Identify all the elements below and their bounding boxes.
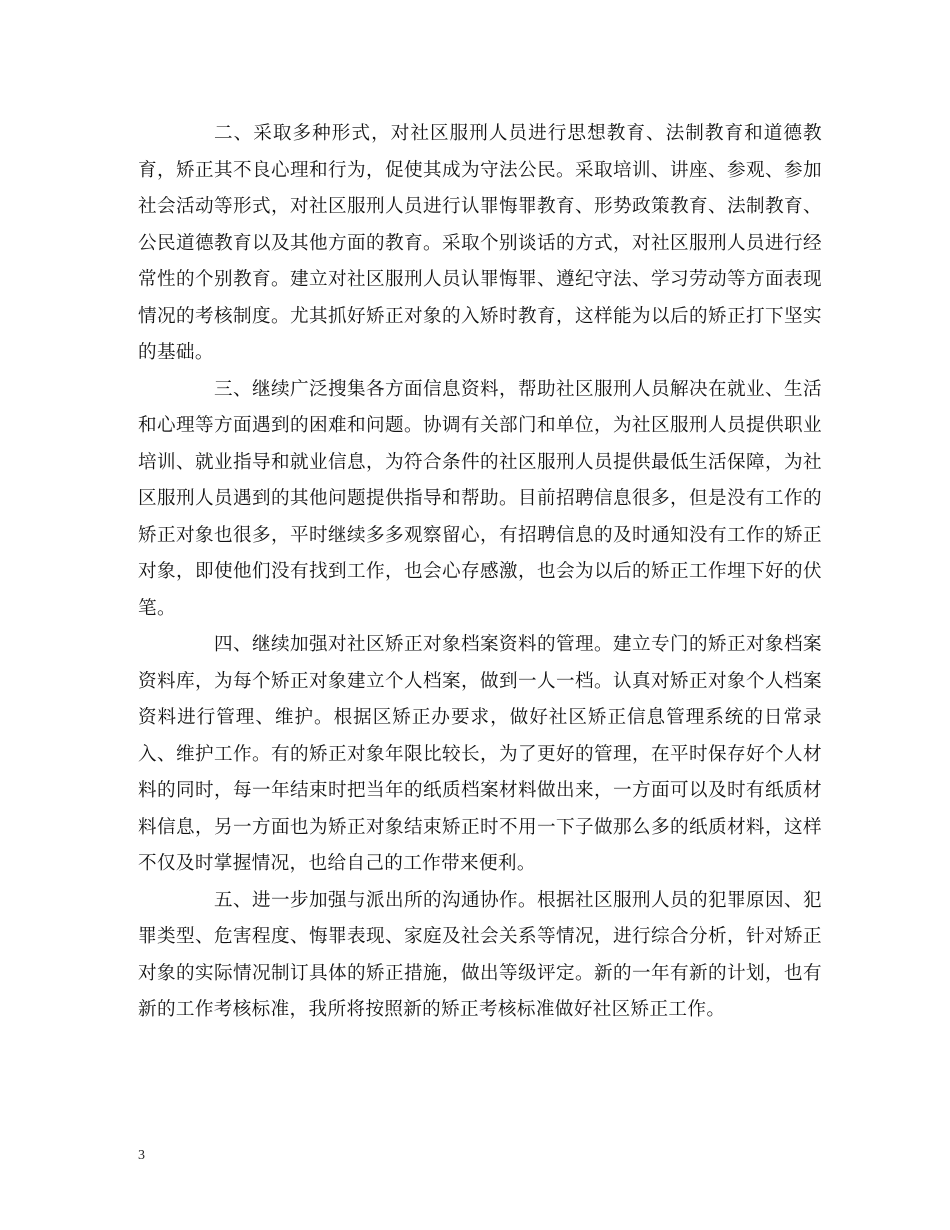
page-number: 3 bbox=[138, 1148, 145, 1163]
document-body bbox=[138, 116, 822, 1029]
paragraph-section-4: 四、继续加强对社区矫正对象档案资料的管理。建立专门的矫正对象档案资料库，为每个矫正对象建立个人档案，做到一人一档。认真对矫正对象个人档案资料进行管理、维护。根据区矫正办要求，做好社区矫正信息管理系统的日常录入、维护工作。有的矫正对象年限比较长，为了更好的管理，在平时保存好个人材料的同时，每一年结束时把当年的纸质档案材料做出来，一方面可以及时有纸质材料信息，另一方面也为矫正对象结束矫正时不用一下子做那么多的纸质材料，这样不仅及时掌握情况，也给自己的工作带来便利。 bbox=[138, 634, 822, 874]
paragraph-section-3: 三、继续广泛搜集各方面信息资料，帮助社区服刑人员解决在就业、生活和心理等方面遇到的困难和问题。协调有关部门和单位，为社区服刑人员提供职业培训、就业指导和就业信息，为符合条件的社区服刑人员提供最低生活保障，为社区服刑人员遇到的其他问题提供指导和帮助。目前招聘信息很多，但是没有工作的矫正对象也很多，平时继续多多观察留心，有招聘信息的及时通知没有工作的矫正对象，即使他们没有找到工作，也会心存感激，也会为以后的矫正工作埋下好的伏笔。 bbox=[138, 378, 822, 619]
paragraph-section-2: 二、采取多种形式，对社区服刑人员进行思想教育、法制教育和道德教育，矫正其不良心理和行为，促使其成为守法公民。采取培训、讲座、参观、参加社会活动等形式，对社区服刑人员进行认罪悔罪教育、形势政策教育、法制教育、公民道德教育以及其他方面的教育。采取个别谈话的方式，对社区服刑人员进行经常性的个别教育。建立对社区服刑人员认罪悔罪、遵纪守法、学习劳动等方面表现情况的考核制度。尤其抓好矫正对象的入矫时教育，这样能为以后的矫正打下坚实的基础。 bbox=[138, 123, 822, 363]
paragraph-section-5: 五、进一步加强与派出所的沟通协作。根据社区服刑人员的犯罪原因、犯罪类型、危害程度、悔罪表现、家庭及社会关系等情况，进行综合分析，针对矫正对象的实际情况制订具体的矫正措施，做出等级评定。新的一年有新的计划，也有新的工作考核标准，我所将按照新的矫正考核标准做好社区矫正工作。 bbox=[138, 889, 822, 1020]
